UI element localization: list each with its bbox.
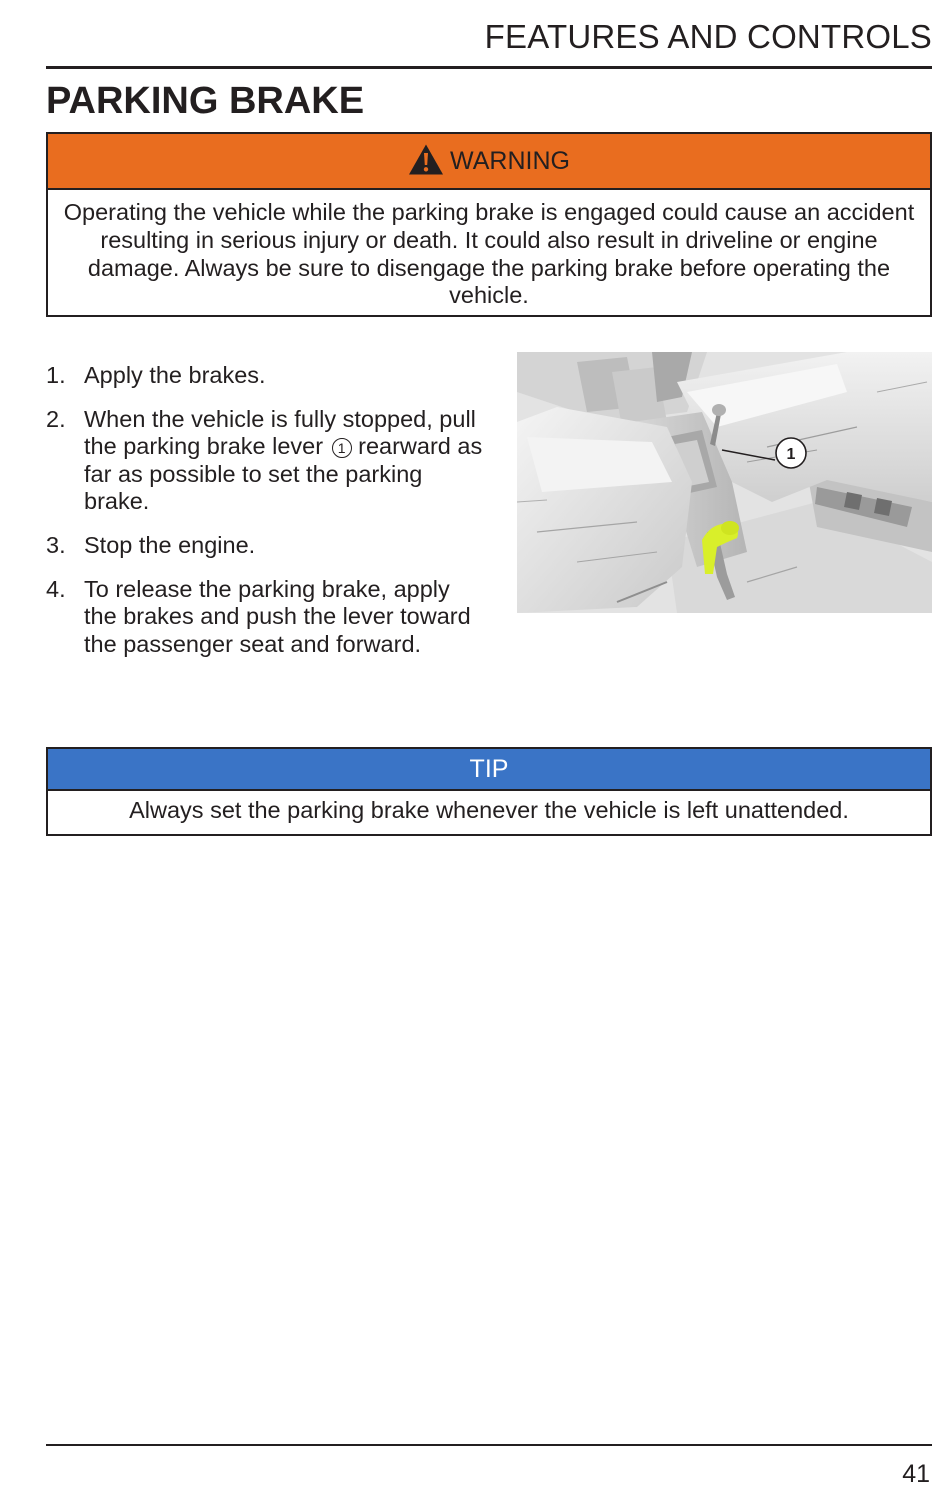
step-number: 3.	[46, 531, 66, 558]
step-number: 1.	[46, 362, 66, 388]
parking-brake-illustration	[517, 352, 932, 613]
step-text: Apply the brakes.	[84, 362, 266, 388]
tip-box	[46, 747, 932, 836]
header-rule	[46, 66, 932, 69]
callout-marker: 1	[332, 438, 352, 458]
list-item	[46, 362, 486, 390]
step-number: 2.	[46, 405, 66, 432]
tip-label: TIP	[469, 754, 509, 783]
warning-box	[46, 132, 932, 317]
list-item	[46, 576, 486, 659]
list-item	[46, 532, 486, 560]
running-header: FEATURES AND CONTROLS	[484, 18, 932, 55]
warning-label: WARNING	[450, 146, 570, 175]
vehicle-interior-drawing	[517, 352, 932, 613]
warning-text: Operating the vehicle while the parking brake is engaged could cause an accident resulting in serious injury or death. It could also result in driveline or engine damage. Always be sure to disengage the parking brake before operating the vehicle.	[63, 199, 915, 309]
warning-header	[48, 134, 930, 190]
page-number: 41	[902, 1460, 930, 1488]
list-item	[46, 406, 486, 516]
warning-triangle-icon	[408, 143, 444, 176]
tip-header	[48, 749, 930, 791]
step-text: To release the parking brake, apply the brakes and push the lever toward the passenger seat and forward.	[84, 575, 471, 657]
page-title: PARKING BRAKE	[46, 80, 365, 122]
illustration-callout: 1	[786, 446, 796, 463]
step-number: 4.	[46, 575, 66, 602]
steps-list	[46, 362, 486, 674]
tip-text: Always set the parking brake whenever the vehicle is left unattended.	[129, 797, 849, 823]
step-text-after: rearward as far as possible to set the parking brake.	[84, 433, 483, 515]
footer-rule	[46, 1444, 932, 1446]
step-text-before: When the vehicle is fully stopped, pull the parking brake lever	[84, 405, 476, 460]
step-text: Stop the engine.	[84, 531, 256, 558]
